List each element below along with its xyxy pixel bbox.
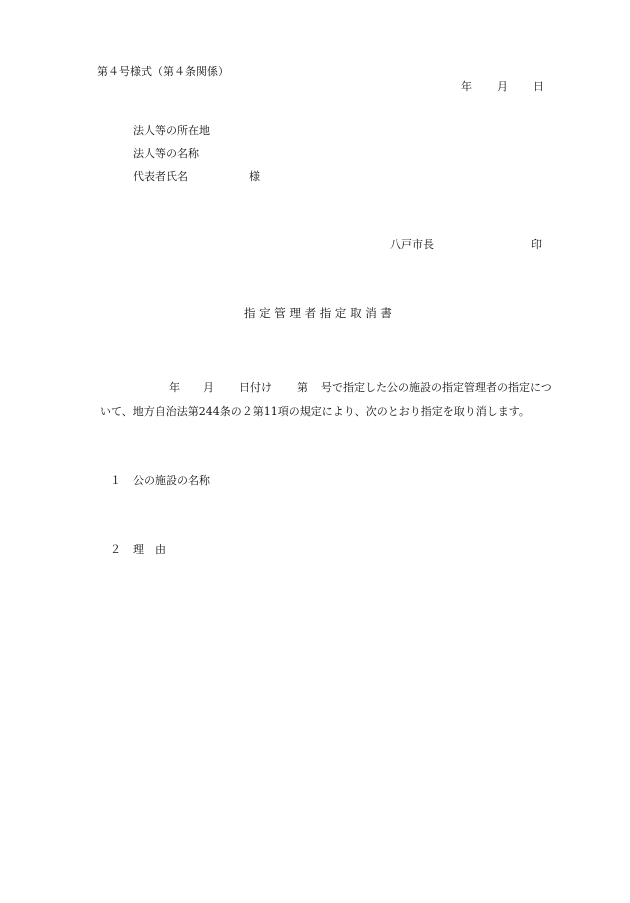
item-label-reason: 理 由 bbox=[133, 543, 166, 556]
form-label: 第４号様式（第４条関係） bbox=[97, 65, 229, 78]
document-title: 指 定 管 理 者 指 定 取 消 書 bbox=[244, 306, 392, 320]
honorific-sama: 様 bbox=[249, 170, 260, 183]
address-label: 法人等の所在地 bbox=[133, 124, 210, 137]
issuer-title: 八戸市長 bbox=[390, 238, 434, 251]
corporate-name-label: 法人等の名称 bbox=[133, 147, 199, 160]
item-label-facility-name: 公の施設の名称 bbox=[133, 474, 210, 487]
date-year: 年 bbox=[461, 80, 472, 93]
item-number: ２ bbox=[110, 543, 121, 556]
seal-mark: 印 bbox=[531, 238, 542, 251]
item-number: １ bbox=[110, 474, 121, 487]
body-line2: いて、地方自治法第244条の２第11項の規定により、次のとおり指定を取り消します。 bbox=[100, 405, 530, 418]
body-month: 月 bbox=[203, 381, 214, 394]
body-number-prefix: 第 bbox=[297, 381, 308, 394]
date-day: 日 bbox=[533, 80, 544, 93]
date-month: 月 bbox=[497, 80, 508, 93]
representative-label: 代表者氏名 bbox=[133, 170, 188, 183]
body-line1-rest: 号で指定した公の施設の指定管理者の指定につ bbox=[321, 381, 552, 394]
body-dated: 日付け bbox=[239, 381, 272, 394]
body-year: 年 bbox=[169, 381, 180, 394]
